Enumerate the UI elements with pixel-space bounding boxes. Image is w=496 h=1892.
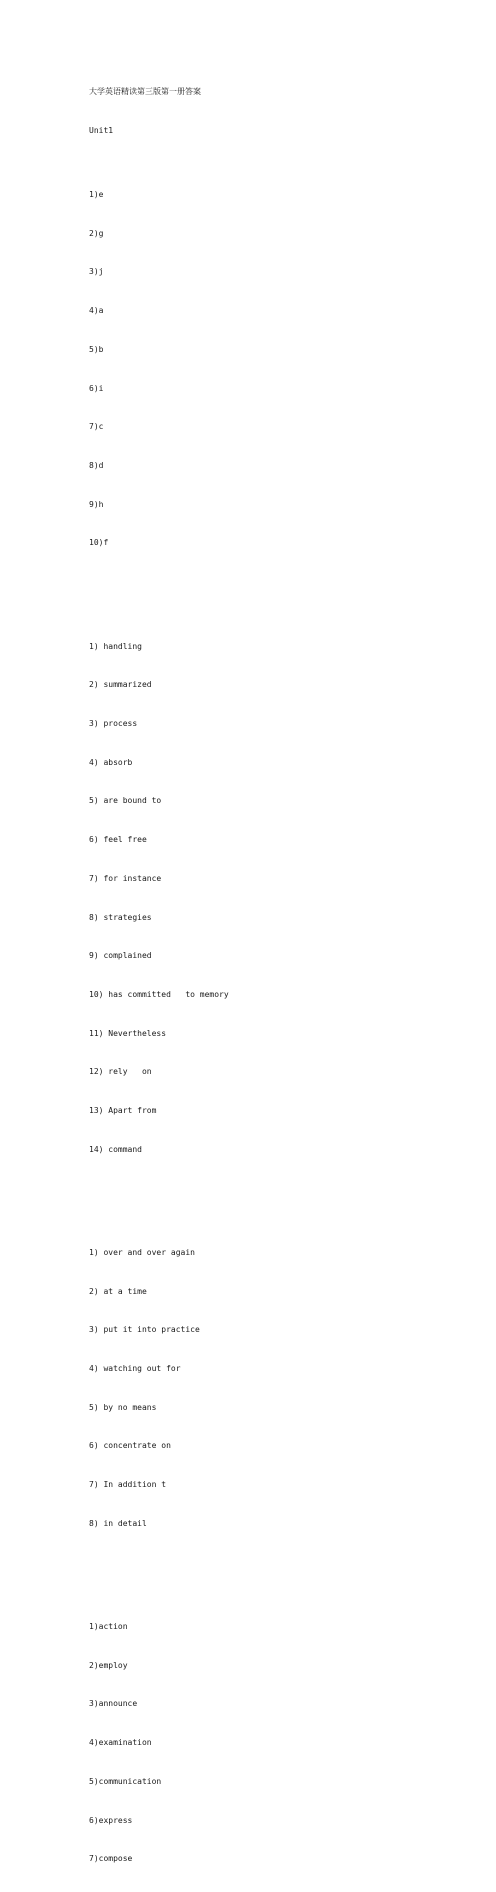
answer-line: 10)f [89,538,109,548]
section-spacer [89,1557,419,1570]
answer-line: 2) at a time [89,1286,147,1296]
answer-line: 1) handling [89,641,142,651]
answer-line: 6) concentrate on [89,1441,171,1451]
answer-line: 2)g [89,228,104,238]
answer-line: 6)express [89,1815,133,1825]
answer-line: 9) complained [89,951,152,961]
answer-line: 4)a [89,306,104,316]
answer-line: 1)e [89,190,104,200]
answer-line: 8) in detail [89,1518,147,1528]
answer-line: 4)examination [89,1738,152,1748]
document-title: 大学英语精读第三版第一册答案 [89,86,201,96]
answer-line: 1) over and over again [89,1247,195,1257]
answer-line: 7)c [89,422,104,432]
answer-line: 4) absorb [89,757,133,767]
answer-line: 12) rely on [89,1067,152,1077]
answer-line: 5) by no means [89,1402,157,1412]
section-spacer [89,1182,419,1195]
answer-line: 2) summarized [89,680,152,690]
answer-line: 8) strategies [89,912,152,922]
answer-line: 4) watching out for [89,1364,181,1374]
answer-line: 3)announce [89,1699,138,1709]
answer-line: 6) feel free [89,835,147,845]
answer-line: 5)communication [89,1776,162,1786]
answer-line: 11) Nevertheless [89,1028,167,1038]
answer-key-text [89,60,419,1892]
answer-line: 5) are bound to [89,796,162,806]
answer-line: 14) command [89,1144,142,1154]
answer-line: 3) process [89,718,138,728]
answer-line: 10) has committed to memory [89,989,229,999]
answer-line: 8)d [89,460,104,470]
section-spacer [89,576,419,589]
answer-line: 5)b [89,344,104,354]
answer-line: 3) put it into practice [89,1325,200,1335]
answer-line: 13) Apart from [89,1106,157,1116]
unit-heading: Unit1 [89,125,114,135]
answer-line: 6)i [89,383,104,393]
answer-line: 7)compose [89,1854,133,1864]
answer-line: 9)h [89,499,104,509]
answer-line: 1)action [89,1622,128,1632]
answer-line: 2)employ [89,1660,128,1670]
answer-line: 7) In addition t [89,1480,167,1490]
answer-line: 3)j [89,267,104,277]
answer-line: 7) for instance [89,873,162,883]
